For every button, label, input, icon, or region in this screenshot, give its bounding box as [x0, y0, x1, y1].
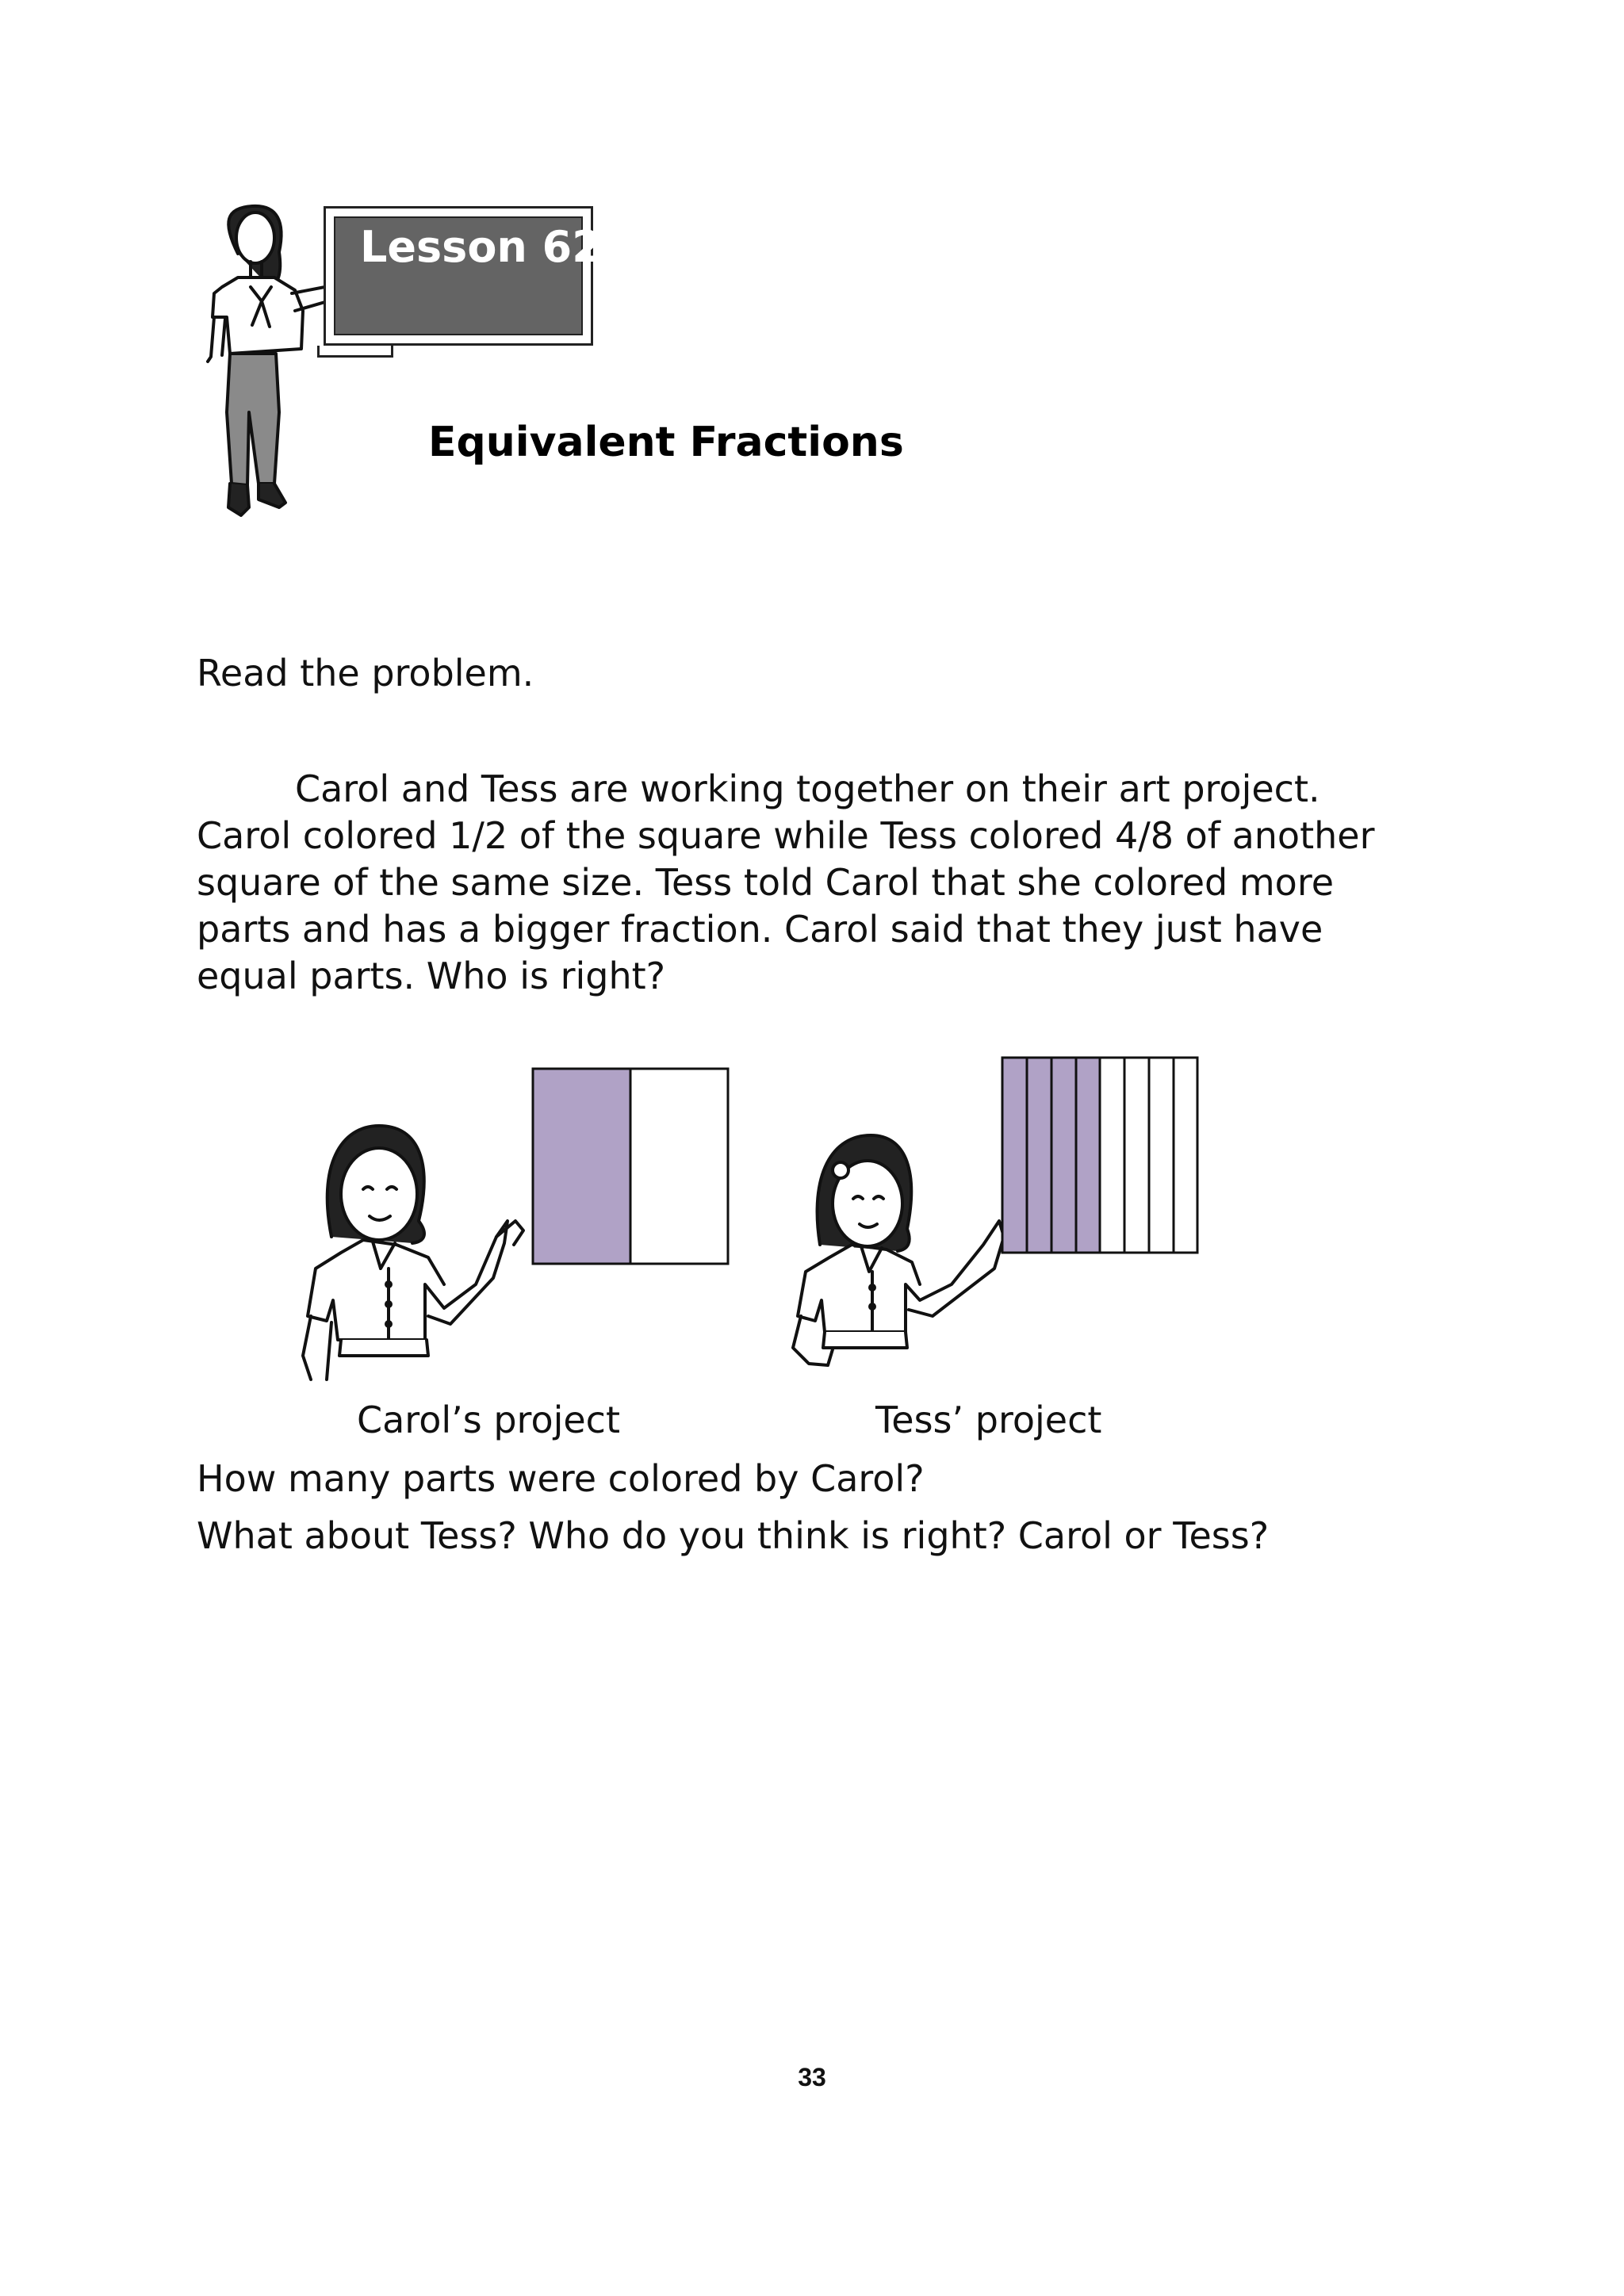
- tess-part-colored: [1002, 1058, 1027, 1253]
- story-line: Carol colored 1/2 of the square while Tess colored 4/8 of another: [197, 814, 1375, 857]
- tess-part-colored: [1051, 1058, 1076, 1253]
- tess-part-colored: [1027, 1058, 1051, 1253]
- problem-story: [197, 766, 1434, 1000]
- story-line: parts and has a bigger fraction. Carol said that they just have: [197, 908, 1323, 951]
- story-line: equal parts. Who is right?: [197, 955, 666, 997]
- lesson-label: Lesson 62: [360, 222, 602, 272]
- story-line: square of the same size. Tess told Carol that she colored more: [197, 861, 1335, 904]
- carol-part-colored: [533, 1069, 630, 1264]
- tess-part-blank: [1174, 1058, 1197, 1253]
- tess-fraction-square: [1001, 1056, 1199, 1254]
- tess-caption: Tess’ project: [875, 1399, 1102, 1441]
- page-number: 33: [798, 2063, 826, 2091]
- lesson-title: Equivalent Fractions: [428, 419, 904, 466]
- tess-part-colored: [1076, 1058, 1100, 1253]
- tess-part-blank: [1149, 1058, 1174, 1253]
- carol-part-blank: [630, 1069, 728, 1264]
- story-line: Carol and Tess are working together on their art project.: [295, 767, 1320, 810]
- instruction-text: Read the problem.: [197, 652, 534, 695]
- tess-part-blank: [1124, 1058, 1149, 1253]
- carol-caption: Carol’s project: [357, 1399, 620, 1441]
- carol-fraction-square: [531, 1067, 730, 1265]
- tess-part-blank: [1100, 1058, 1124, 1253]
- question-1: How many parts were colored by Carol?: [197, 1457, 925, 1500]
- question-2: What about Tess? Who do you think is right? Carol or Tess?: [197, 1514, 1270, 1557]
- board-stand: [317, 346, 393, 358]
